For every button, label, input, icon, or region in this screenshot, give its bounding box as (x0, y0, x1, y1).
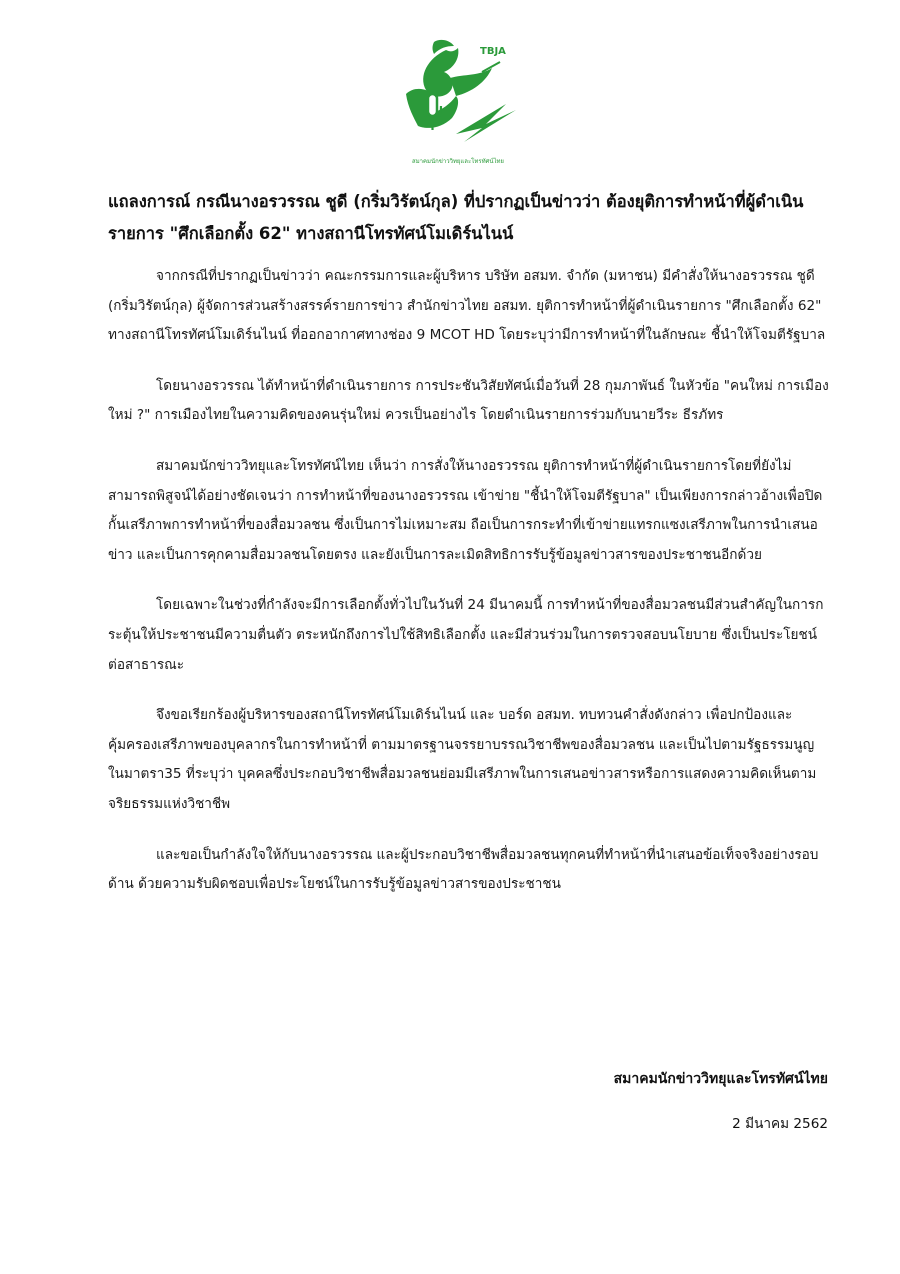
association-logo (388, 38, 528, 168)
dove-lightning-logo-icon (388, 38, 528, 156)
paragraph-2: โดยนางอรวรรณ ได้ทำหน้าที่ดำเนินรายการ การประชันวิสัยทัศน์เมื่อวันที่ 28 กุมภาพันธ์ ในหัวข้อ "คนใหม่ การเมืองใหม่ ?" การเมืองไทยในความคิดของคนรุ่นใหม่ ควรเป็นอย่างไร โดยดำเนินรายการร่วมกับนายวีระ ธีรภัทร (108, 377, 829, 424)
document-body (108, 262, 830, 921)
paragraph-1: จากกรณีที่ปรากฏเป็นข่าวว่า คณะกรรมการและผู้บริหาร บริษัท อสมท. จำกัด (มหาชน) มีคำสั่งให้นางอรวรรณ ชูดี (กริ่มวิรัตน์กุล) ผู้จัดการส่วนสร้างสรรค์รายการข่าว สำนักข่าวไทย อสมท. ยุติการทำหน้าที่ผู้ดำเนินรายการ "ศึกเลือกตั้ง 62" ทางสถานีโทรทัศน์โมเดิร์นไนน์ ที่ออกอากาศทางช่อง 9 MCOT HD โดยระบุว่ามีการทำหน้าที่ในลักษณะ ชี้นำให้โจมตีรัฐบาล (108, 268, 826, 344)
document-date: 2 มีนาคม 2562 (732, 1116, 828, 1132)
paragraph-6: และขอเป็นกำลังใจให้กับนางอรวรรณ และผู้ประกอบวิชาชีพสื่อมวลชนทุกคนที่ทำหน้าที่นำเสนอข้อเท็จจริงอย่างรอบด้าน ด้วยความรับผิดชอบเพื่อประโยชน์ในการรับรู้ข้อมูลข่าวสารของประชาชน (108, 846, 819, 893)
document-title: แถลงการณ์ กรณีนางอรวรรณ ชูดี (กริ่มวิรัตน์กุล) ที่ปรากฏเป็นข่าวว่า ต้องยุติการทำหน้าที่ผู้ดำเนินรายการ "ศึกเลือกตั้ง 62" ทางสถานีโทรทัศน์โมเดิร์นไนน์ (108, 192, 804, 243)
paragraph-5: จึงขอเรียกร้องผู้บริหารของสถานีโทรทัศน์โมเดิร์นไนน์ และ บอร์ด อสมท. ทบทวนคำสั่งดังกล่าว เพื่อปกป้องและคุ้มครองเสรีภาพของบุคลากรในการทำหน้าที่ ตามมาตรฐานจรรยาบรรณวิชาชีพของสื่อมวลชน และเป็นไปตามรัฐธรรมนูญ ในมาตรา35 ที่ระบุว่า บุคคลซึ่งประกอบวิชาชีพสื่อมวลชนย่อมมีเสรีภาพในการเสนอข่าวสารหรือการแสดงความคิดเห็นตามจริยธรรมแห่งวิชาชีพ (108, 707, 817, 812)
signature: สมาคมนักข่าววิทยุและโทรทัศน์ไทย (613, 1071, 828, 1087)
logo-caption: สมาคมนักข่าววิทยุและโทรทัศน์ไทย (412, 158, 504, 165)
logo-abbreviation: TBJA (480, 46, 506, 57)
paragraph-3: สมาคมนักข่าววิทยุและโทรทัศน์ไทย เห็นว่า การสั่งให้นางอรวรรณ ยุติการทำหน้าที่ผู้ดำเนินรายการโดยที่ยังไม่สามารถพิสูจน์ได้อย่างชัดเจนว่า การทำหน้าที่ของนางอรวรรณ เข้าข่าย "ชี้นำให้โจมตีรัฐบาล" เป็นเพียงการกล่าวอ้างเพื่อปิดกั้นเสรีภาพการทำหน้าที่ของสื่อมวลชน ซึ่งเป็นการไม่เหมาะสม ถือเป็นการกระทำที่เข้าข่ายแทรกแซงเสรีภาพในการนำเสนอข่าว และเป็นการคุกคามสื่อมวลชนโดยตรง และยังเป็นการละเมิดสิทธิการรับรู้ข้อมูลข่าวสารของประชาชนอีกด้วย (108, 457, 823, 563)
paragraph-4: โดยเฉพาะในช่วงที่กำลังจะมีการเลือกตั้งทั่วไปในวันที่ 24 มีนาคมนี้ การทำหน้าที่ของสื่อมวลชนมีส่วนสำคัญในการกระตุ้นให้ประชาชนมีความตื่นตัว ตระหนักถึงการไปใช้สิทธิเลือกตั้ง และมีส่วนร่วมในการตรวจสอบนโยบาย ซึ่งเป็นประโยชน์ต่อสาธารณะ (108, 597, 824, 673)
